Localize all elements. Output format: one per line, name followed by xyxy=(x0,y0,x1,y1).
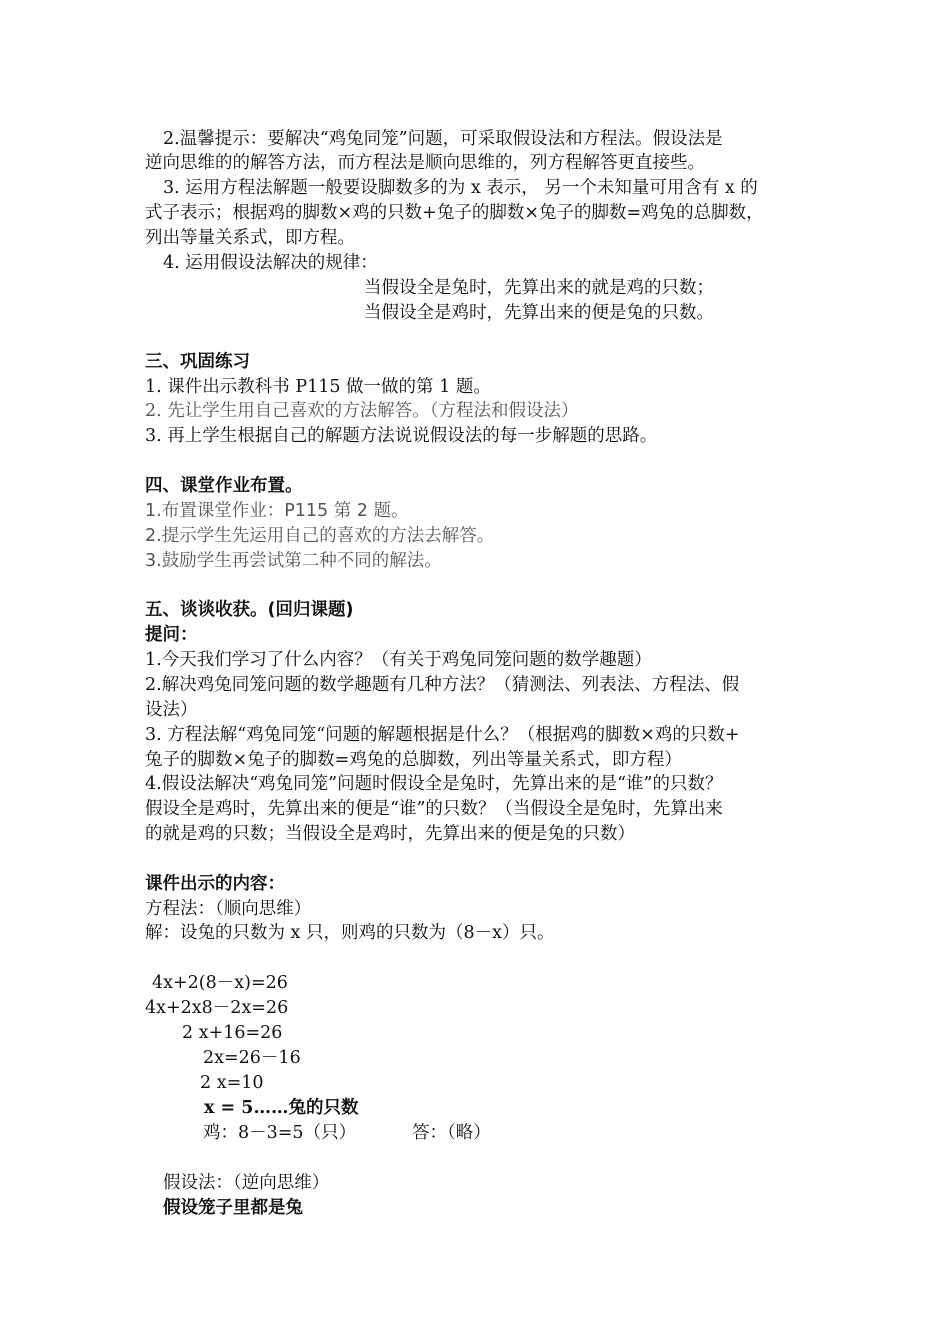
question-3-line-1: 3. 方程法解“鸡兔同笼“问题的解题根据是什么？（根据鸡的脚数×鸡的只数+ xyxy=(145,725,740,745)
practice-heading: 三、巩固练习 xyxy=(145,352,250,372)
equation-step-3: 2 x+16=26 xyxy=(182,1023,283,1043)
tip-4-line: 4. 运用假设法解决的规律： xyxy=(163,253,378,273)
homework-item-3: 3.鼓励学生再尝试第二种不同的解法。 xyxy=(145,551,442,571)
practice-item-1: 1. 课件出示教科书 P115 做一做的第 1 题。 xyxy=(145,377,491,397)
tip-4-rule-2: 当假设全是鸡时，先算出来的便是兔的只数。 xyxy=(364,303,714,323)
equation-step-5: 2 x=10 xyxy=(200,1073,264,1093)
question-4-line-3: 的就是鸡的只数；当假设全是鸡时，先算出来的便是兔的只数） xyxy=(145,824,635,844)
question-2-line-1: 2.解决鸡兔同笼问题的数学趣题有几种方法？（猜测法、列表法、方程法、假 xyxy=(145,675,740,695)
homework-item-1: 1.布置课堂作业：P115 第 2 题。 xyxy=(145,501,409,521)
equation-step-1: 4x+2(8－x)=26 xyxy=(152,973,288,993)
tip-3-line-1: 3. 运用方程法解题一般要设脚数多的为 x 表示， 另一个未知量可用含有 x 的 xyxy=(163,178,758,198)
tip-4-rule-1: 当假设全是兔时，先算出来的就是鸡的只数； xyxy=(364,278,714,298)
question-2-line-2: 设法） xyxy=(145,700,198,720)
homework-item-2: 2.提示学生先运用自己的喜欢的方法去解答。 xyxy=(145,526,495,546)
equation-method-label: 方程法：（顺向思维） xyxy=(145,899,312,919)
question-3-line-2: 兔子的脚数×兔子的脚数=鸡兔的总脚数，列出等量关系式，即方程） xyxy=(145,750,682,770)
chicken-count: 鸡：8－3=5（只） xyxy=(203,1123,357,1143)
equation-setup: 解：设兔的只数为 x 只，则鸡的只数为（8－x）只。 xyxy=(145,923,555,943)
summary-heading: 五、谈谈收获。(回归课题) xyxy=(145,600,354,620)
question-1: 1.今天我们学习了什么内容？（有关于鸡兔同笼问题的数学趣题） xyxy=(145,650,652,670)
tip-3-line-3: 列出等量关系式，即方程。 xyxy=(145,228,355,248)
equation-result: x = 5……兔的只数 xyxy=(204,1098,359,1118)
question-4-line-2: 假设全是鸡时，先算出来的便是“谁”的只数？（当假设全是兔时，先算出来 xyxy=(145,799,723,819)
homework-heading: 四、课堂作业布置。 xyxy=(145,476,303,496)
tip-2-line-1: 2.温馨提示：要解决“鸡兔同笼”问题，可采取假设法和方程法。假设法是 xyxy=(163,129,723,149)
question-label: 提问： xyxy=(145,625,198,645)
tip-3-line-2: 式子表示；根据鸡的脚数×鸡的只数+兔子的脚数×兔子的脚数=鸡兔的总脚数， xyxy=(145,203,764,223)
equation-step-2: 4x+2x8－2x=26 xyxy=(145,998,289,1018)
practice-item-3: 3. 再上学生根据自己的解题方法说说假设法的每一步解题的思路。 xyxy=(145,426,658,446)
question-4-line-1: 4.假设法解决“鸡兔同笼”问题时假设全是兔时，先算出来的是“谁”的只数？ xyxy=(145,774,723,794)
assumption-method-label: 假设法：（逆向思维） xyxy=(163,1173,330,1193)
tip-2-line-2: 逆向思维的的解答方法，而方程法是顺向思维的，列方程解答更直接些。 xyxy=(145,153,705,173)
assumption-rabbit: 假设笼子里都是兔 xyxy=(163,1198,303,1218)
answer-omitted: 答：（略） xyxy=(412,1123,491,1143)
equation-step-4: 2x=26－16 xyxy=(203,1048,301,1068)
practice-item-2: 2. 先让学生用自己喜欢的方法解答。（方程法和假设法） xyxy=(145,401,579,421)
courseware-heading: 课件出示的内容： xyxy=(145,874,285,894)
